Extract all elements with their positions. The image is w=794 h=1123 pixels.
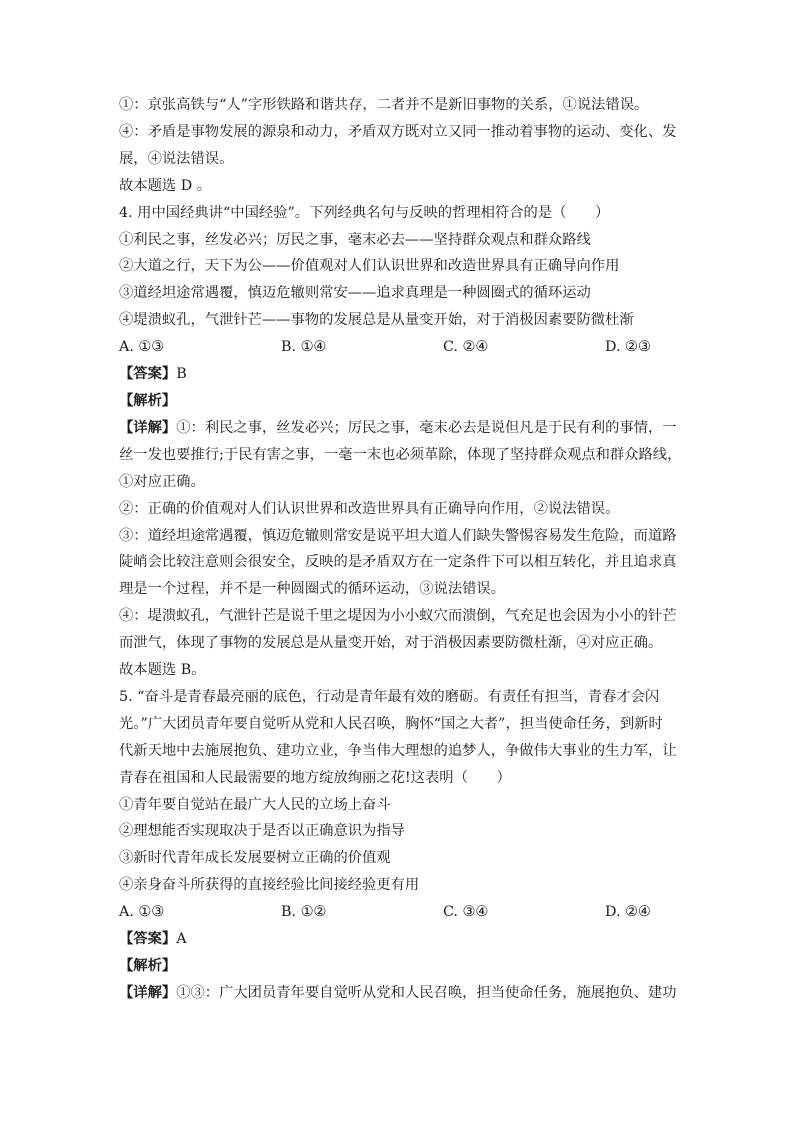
question-item: ④堤溃蚁孔，气泄针芒——事物的发展总是从量变开始，对于消极因素要防微杜渐: [119, 312, 634, 329]
text-line: 展，④说法错误。: [119, 150, 234, 167]
detail-line: ④：堤溃蚁孔，气泄针芒是说千里之堤因为小小蚁穴而溃倒，气充足也会因为小小的针芒: [119, 608, 677, 625]
text-line: ④：矛盾是事物发展的源泉和动力，矛盾双方既对立又同一推动着事物的运动、变化、发: [119, 123, 677, 140]
question-stem: 5. “奋斗是青春最亮丽的底色，行动是青年最有效的磨砺。有责任有担当，青春才会闪: [119, 688, 660, 705]
answer-line: [119, 926, 679, 953]
option-d: D. ②④: [605, 904, 651, 921]
option-d: D. ②③: [605, 339, 651, 356]
option-a: A. ①③: [119, 339, 165, 356]
question-stem: 青春在祖国和人民最需要的地方绽放绚丽之花!这表明（ ）: [119, 769, 511, 786]
question-item: ④亲身奋斗所获得的直接经验比间接经验更有用: [119, 877, 420, 894]
analysis-tag: 【解析】: [119, 958, 177, 974]
question-stem: 光。”广大团员青年要自觉听从党和人民召唤，胸怀“国之大者”，担当使命任务，到新时: [119, 715, 663, 732]
question-item: ①青年要自觉站在最广大人民的立场上奋斗: [119, 796, 391, 813]
detail-line: [119, 415, 679, 442]
answer-line: [119, 361, 679, 388]
detail-line: [119, 980, 679, 1007]
detail-line: ③：道经坦途常遇覆，慎迈危辙则常安是说平坦大道人们缺失警惕容易发生危险，而道路: [119, 527, 677, 544]
analysis-line: [119, 388, 679, 415]
question-stem: 代新天地中去施展抱负、建功立业，争当伟大理想的追梦人，争做伟大事业的生力军，让: [119, 742, 677, 759]
previous-answer-continuation: [119, 92, 679, 200]
detail-line: ②：正确的价值观对人们认识世界和改造世界具有正确导向作用，②说法错误。: [119, 500, 620, 517]
question-item: ②大道之行，天下为公——价值观对人们认识世界和改造世界具有正确导向作用: [119, 258, 620, 275]
analysis-tag: 【解析】: [119, 392, 177, 409]
answer-value: B: [176, 366, 187, 383]
detail-line: 而泄气，体现了事物的发展总是从量变开始，对于消极因素要防微杜渐，④对应正确。: [119, 635, 663, 652]
question-stem: 4. 用中国经典讲“中国经验”。下列经典名句与反映的哲理相符合的是（ ）: [119, 204, 610, 221]
detail-line: 陡峭会比较注意则会很安全，反映的是矛盾双方在一定条件下可以相互转化，并且追求真: [119, 554, 677, 571]
answer-tag: 【答案】: [119, 366, 177, 383]
document-content: [119, 92, 682, 1007]
option-b: B. ①②: [281, 904, 327, 921]
question-item: ②理想能否实现取决于是否以正确意识为指导: [119, 823, 405, 840]
detail-line: ①对应正确。: [119, 473, 205, 490]
answer-options: [119, 334, 679, 361]
detail-tag: 【详解】: [119, 419, 177, 436]
option-a: A. ①③: [119, 904, 165, 921]
detail-text: ①：利民之事，丝发必兴；厉民之事，毫末必去是说但凡是于民有利的事情，一: [176, 419, 677, 436]
option-b: B. ①④: [281, 339, 327, 356]
question-5: [119, 684, 679, 1007]
detail-line: 故本题选 B。: [119, 662, 206, 679]
option-c: C. ③④: [443, 904, 489, 921]
question-item: ①利民之事，丝发必兴；厉民之事，毫末必去——坚持群众观点和群众路线: [119, 231, 591, 248]
detail-line: 丝一发也要推行;于民有害之事，一毫一末也必须革除，体现了坚持群众观点和群众路线，: [119, 446, 682, 463]
text-line: 故本题选 D 。: [119, 177, 212, 194]
detail-tag: 【详解】: [119, 984, 177, 1001]
question-item: ③新时代青年成长发展要树立正确的价值观: [119, 850, 391, 867]
detail-text: ①③：广大团员青年要自觉听从党和人民召唤，担当使命任务，施展抱负、建功: [176, 984, 677, 1001]
question-item: ③道经坦途常遇覆，慎迈危辙则常安——追求真理是一种圆圈式的循环运动: [119, 285, 591, 302]
answer-options: [119, 899, 679, 926]
text-line: ①：京张高铁与“人”字形铁路和谐共存，二者并不是新旧事物的关系，①说法错误。: [119, 97, 649, 113]
answer-tag: 【答案】: [119, 931, 177, 948]
question-4: [119, 200, 682, 684]
detail-line: 理是一个过程，并不是一种圆圈式的循环运动，③说法错误。: [119, 581, 506, 598]
option-c: C. ②④: [443, 339, 489, 356]
analysis-line: [119, 953, 679, 980]
answer-value: A: [176, 931, 187, 948]
